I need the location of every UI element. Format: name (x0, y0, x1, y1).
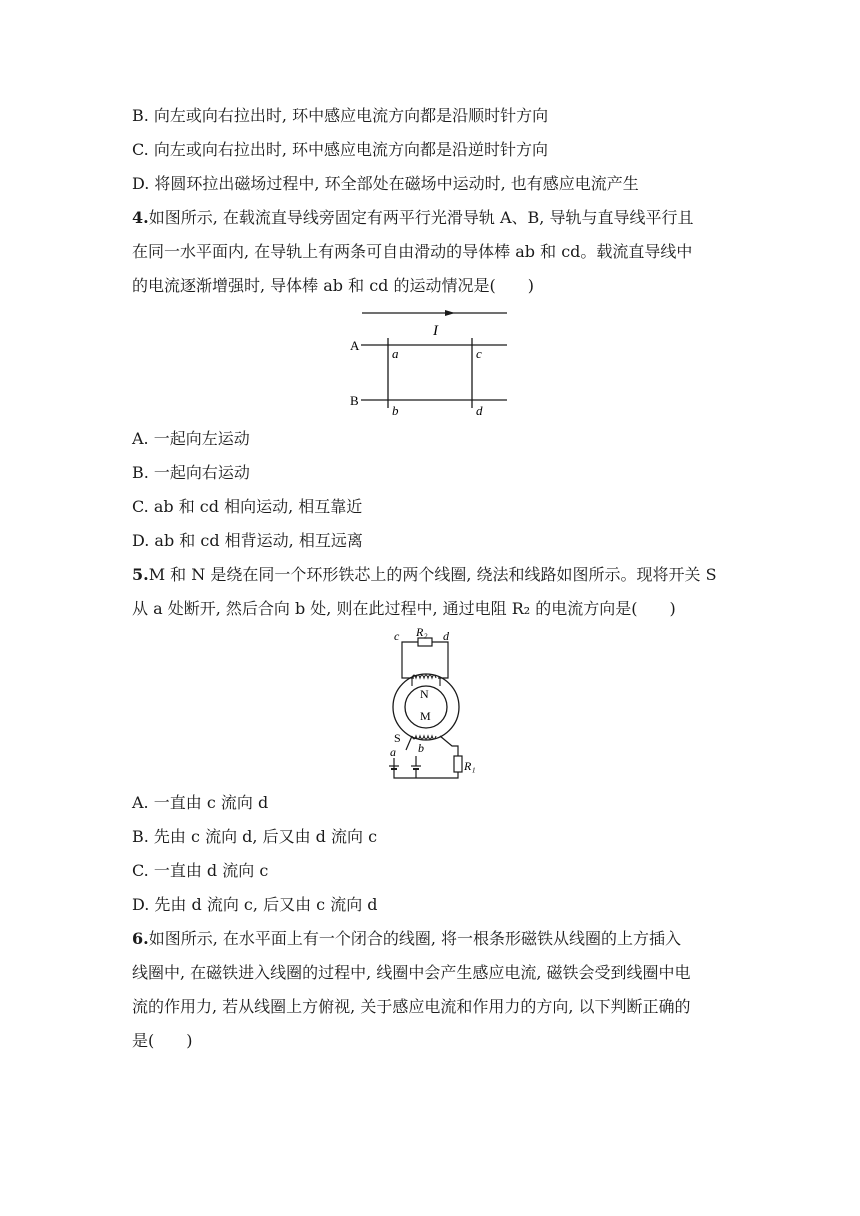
q6-stem-line-1 (132, 928, 681, 950)
q3-option-b: B. 向左或向右拉出时, 环中感应电流方向都是沿顺时针方向 (132, 106, 549, 125)
q6-stem-line-2: 线圈中, 在磁铁进入线圈的过程中, 线圈中会产生感应电流, 磁铁会受到线圈中电 (132, 963, 691, 982)
q6-stem-text: 如图所示, 在水平面上有一个闭合的线圈, 将一根条形磁铁从线圈的上方插入 (148, 929, 682, 948)
q4-number: 4. (132, 208, 149, 227)
current-label: I (433, 323, 438, 339)
coil-n-label: N (420, 687, 429, 701)
q4-option-a: A. 一起向左运动 (132, 429, 250, 448)
q4-stem-line-1 (132, 207, 693, 229)
q3-option-d: D. 将圆环拉出磁场过程中, 环全部处在磁场中运动时, 也有感应电流产生 (132, 174, 639, 193)
q3-option-c: C. 向左或向右拉出时, 环中感应电流方向都是沿逆时针方向 (132, 140, 549, 159)
q5-stem-text: M 和 N 是绕在同一个环形铁芯上的两个线圈, 绕法和线路如图所示。现将开关 S (148, 565, 717, 584)
label-d: d (443, 629, 449, 643)
q5-option-d: D. 先由 d 流向 c, 后又由 c 流向 d (132, 895, 378, 914)
q5-option-c: C. 一直由 d 流向 c (132, 861, 269, 880)
q4-stem-line-2: 在同一水平面内, 在导轨上有两条可自由滑动的导体棒 ab 和 cd。载流直导线中 (132, 242, 693, 261)
rod-label-b: b (392, 403, 399, 418)
q6-stem-line-4: 是( ) (132, 1031, 193, 1050)
rail-a-label: A (350, 338, 360, 353)
coil-m-label: M (420, 709, 431, 723)
q4-option-d: D. ab 和 cd 相背运动, 相互远离 (132, 531, 363, 550)
q4-stem-line-3: 的电流逐渐增强时, 导体棒 ab 和 cd 的运动情况是( ) (132, 276, 534, 295)
rod-label-c: c (476, 346, 482, 361)
q4-figure (345, 305, 515, 420)
q4-stem-text: 如图所示, 在载流直导线旁固定有两平行光滑导轨 A、B, 导轨与直导线平行且 (148, 208, 694, 227)
q5-option-b: B. 先由 c 流向 d, 后又由 d 流向 c (132, 827, 378, 846)
rod-label-a: a (392, 346, 399, 361)
label-c: c (394, 629, 400, 643)
q4-option-c: C. ab 和 cd 相向运动, 相互靠近 (132, 497, 363, 516)
q5-stem-line-1 (132, 564, 717, 586)
rod-label-d: d (476, 403, 483, 418)
label-b: b (418, 741, 424, 755)
r1-label: R₁ (464, 759, 476, 773)
r2-label: R₂ (416, 628, 428, 639)
q6-stem-line-3: 流的作用力, 若从线圈上方俯视, 关于感应电流和作用力的方向, 以下判断正确的 (132, 997, 691, 1016)
q5-option-a: A. 一直由 c 流向 d (132, 793, 269, 812)
q6-number: 6. (132, 929, 149, 948)
q4-option-b: B. 一起向右运动 (132, 463, 250, 482)
q5-figure (380, 628, 490, 783)
switch-label: S (394, 731, 401, 745)
q5-number: 5. (132, 565, 149, 584)
rail-b-label: B (350, 393, 359, 408)
label-a: a (390, 745, 396, 759)
q5-stem-line-2: 从 a 处断开, 然后合向 b 处, 则在此过程中, 通过电阻 R₂ 的电流方向是( ) (132, 599, 676, 618)
